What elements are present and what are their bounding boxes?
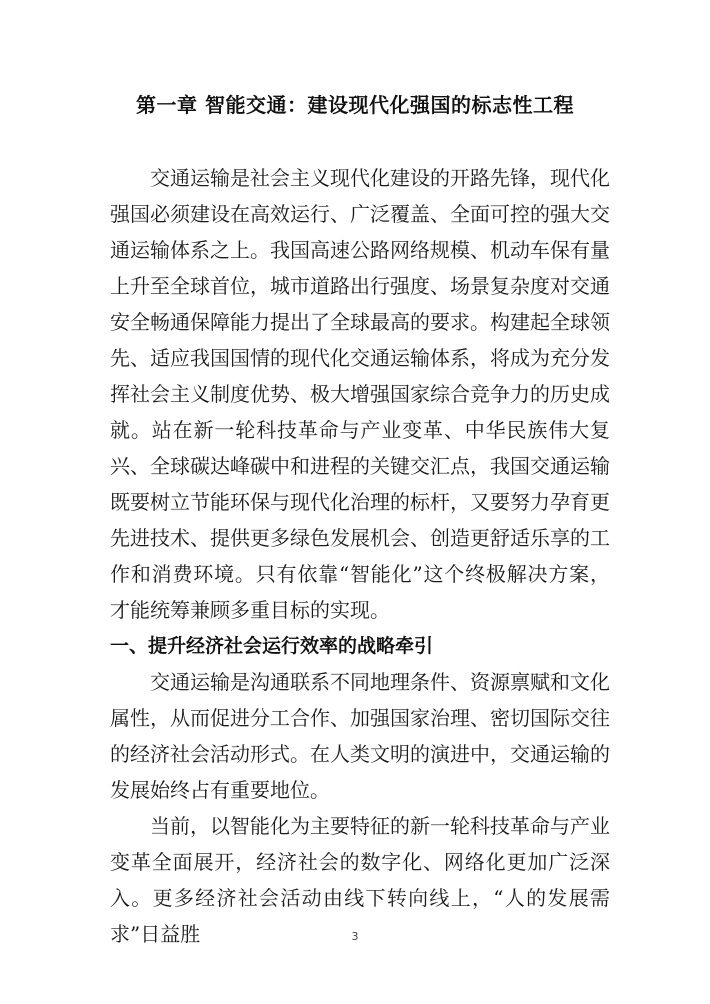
- intro-paragraph: 交通运输是社会主义现代化建设的开路先锋，现代化强国必须建设在高效运行、广泛覆盖、全面可控的强大交通运输体系之上。我国高速公路网络规模、机动车保有量上升至全球首位，城市道路出行强度、场景复杂度对交通安全畅通保障能力提出了全球最高的要求。构建起全球领先、适应我国国情的现代化交通运输体系，将成为充分发挥社会主义制度优势、极大增强国家综合竞争力的历史成就。站在新一轮科技革命与产业变革、中华民族伟大复兴、全球碳达峰碳中和进程的关键交汇点，我国交通运输既要树立节能环保与现代化治理的标杆，又要努力孕育更先进技术、提供更多绿色发展机会、创造更舒适乐享的工作和消费环境。只有依靠“智能化”这个终极解决方案，才能统筹兼顾多重目标的实现。: [110, 166, 610, 622]
- section-paragraph-2: 当前，以智能化为主要特征的新一轮科技革命与产业变革全面展开，经济社会的数字化、网络化更加广泛深入。更多经济社会活动由线下转向线上，“人的发展需求”日益胜: [110, 814, 610, 946]
- body-text: [110, 160, 610, 952]
- page-number: 3: [351, 930, 359, 943]
- chapter-title: 第一章 智能交通：建设现代化强国的标志性工程: [136, 93, 574, 117]
- section-heading: 一、提升经济社会运行效率的战略牵引: [110, 635, 434, 657]
- section-paragraph-1: 交通运输是沟通联系不同地理条件、资源禀赋和文化属性，从而促进分工合作、加强国家治理、密切国际交往的经济社会活动形式。在人类文明的演进中，交通运输的发展始终占有重要地位。: [110, 670, 610, 802]
